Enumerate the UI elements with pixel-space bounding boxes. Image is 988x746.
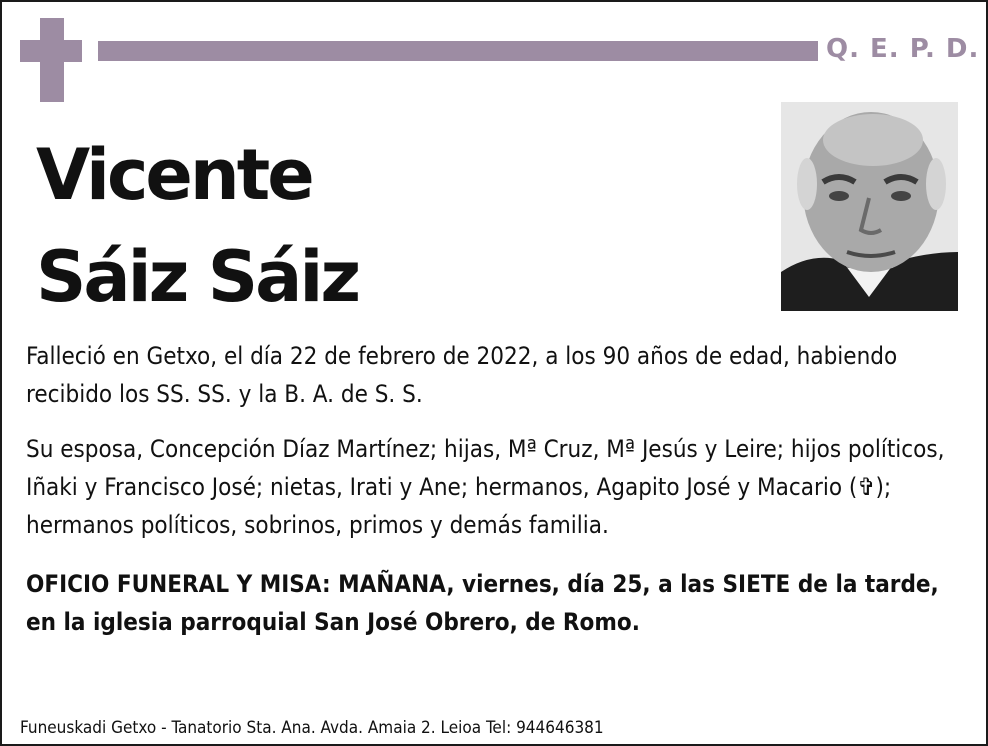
family-paragraph: Su esposa, Concepción Díaz Martínez; hijas, Mª Cruz, Mª Jesús y Leire; hijos políticos, Iñaki y Francisco José; nietas, Irati y Ane; hermanos, Agapito José y Macario (✞); hermanos políticos, sobrinos, primos y demás familia. <box>26 435 945 539</box>
portrait-illustration <box>781 102 958 311</box>
deceased-photo <box>781 102 958 311</box>
qepd-label: Q. E. P. D. <box>826 34 980 64</box>
funeral-home-footer: Funeuskadi Getxo - Tanatorio Sta. Ana. Avda. Amaia 2. Leioa Tel: 944646381 <box>20 718 604 738</box>
death-details-paragraph: Falleció en Getxo, el día 22 de febrero de 2022, a los 90 años de edad, habiendo recibido los SS. SS. y la B. A. de S. S. <box>26 342 898 408</box>
deceased-surnames: Sáiz Sáiz <box>36 236 359 318</box>
header-band <box>98 41 818 61</box>
funeral-service-paragraph: OFICIO FUNERAL Y MISA: MAÑANA, viernes, día 25, a las SIETE de la tarde, en la iglesia parroquial San José Obrero, de Romo. <box>26 570 939 636</box>
deceased-first-name: Vicente <box>36 134 312 216</box>
cross-icon-arm <box>20 40 82 62</box>
